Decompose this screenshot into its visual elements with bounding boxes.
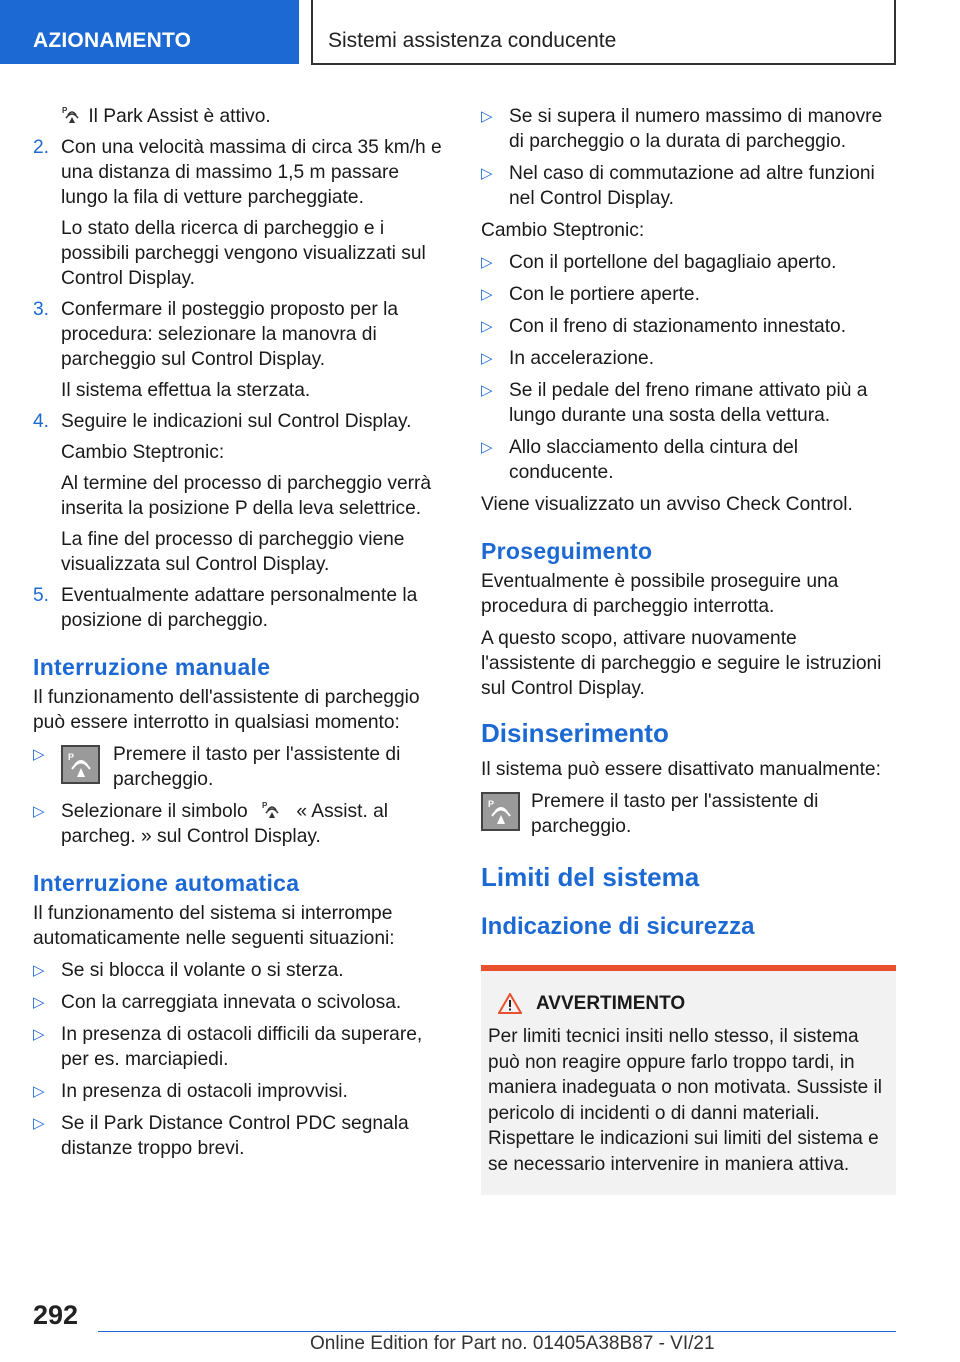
resume-heading: Proseguimento — [481, 538, 653, 564]
step-4-extra-2: Al termine del processo di parcheggio verrà inserita la posizione P della leva selettrice. — [61, 473, 432, 519]
bullet-triangle-icon: ▷ — [33, 803, 45, 820]
svg-text:P: P — [261, 801, 268, 810]
bullet-triangle-icon: ▷ — [481, 165, 493, 182]
right-bullet-text: Se si supera il numero massimo di manovre di parcheggio o la durata di parcheggio. — [509, 106, 883, 152]
manual-interruption-text: Il funzionamento dell'assistente di parcheggio può essere interrotto in qualsiasi momento: — [33, 687, 420, 733]
auto-bullet — [33, 1022, 449, 1072]
step-5 — [33, 583, 449, 633]
footer-divider — [98, 1331, 896, 1332]
auto-bullet — [33, 1111, 449, 1161]
right-bullet-text: Nel caso di commutazione ad altre funzioni nel Control Display. — [509, 163, 875, 209]
step-number: 3. — [33, 299, 50, 320]
bullet-triangle-icon: ▷ — [481, 108, 493, 125]
step-number: 5. — [33, 585, 50, 606]
steptronic-bullet-text: Con le portiere aperte. — [509, 284, 700, 305]
park-assist-active-text: Il Park Assist è attivo. — [88, 106, 271, 127]
warning-title: AVVERTIMENTO — [536, 993, 686, 1014]
steptronic-bullet — [481, 314, 896, 339]
steptronic-bullet-text: In accelerazione. — [509, 348, 655, 369]
bullet-triangle-icon: ▷ — [481, 439, 493, 456]
steptronic-bullet — [481, 282, 896, 307]
header-chapter-title: Sistemi assistenza conducente — [311, 0, 896, 65]
step-4-extra-1: Cambio Steptronic: — [61, 442, 225, 463]
warning-title-row — [488, 991, 888, 1016]
auto-bullet — [33, 990, 449, 1015]
steptronic-bullet — [481, 378, 896, 428]
steptronic-bullet-text: Con il portellone del bagagliaio aperto. — [509, 252, 837, 273]
step-text: Con una velocità massima di circa 35 km/h e una distanza di massimo 1,5 m passare lungo la fila di vetture parcheggiate. — [61, 137, 442, 208]
steptronic-bullet — [481, 346, 896, 371]
safety-heading: Indicazione di sicurezza — [481, 913, 755, 940]
warning-triangle-icon — [498, 993, 522, 1014]
auto-bullet-text: In presenza di ostacoli improvvisi. — [61, 1081, 348, 1102]
disable-text: Il sistema può essere disattivato manualmente: — [481, 759, 881, 780]
step-number: 4. — [33, 411, 50, 432]
manual-bullet-button — [33, 742, 449, 792]
manual-bullet-text-b: « Assist. al parcheg. » sul Control Display. — [61, 801, 389, 847]
step-number: 2. — [33, 137, 50, 158]
check-control-text: Viene visualizzato un avviso Check Control. — [481, 494, 853, 515]
step-text: Eventualmente adattare personalmente la posizione di parcheggio. — [61, 585, 418, 631]
automatic-interruption-text: Il funzionamento del sistema si interrompe automaticamente nelle seguenti situazioni: — [33, 903, 395, 949]
warning-text: Per limiti tecnici insiti nello stesso, il sistema può non reagire oppure farlo troppo tardi, in maniera inadeguata o non motivata. Sussiste il pericolo di incidenti o di danni materiali. Rispettare le indicazioni sui limiti del sistema e se necessario intervenire in maniera attiva. — [488, 1026, 882, 1175]
park-assist-active-line — [33, 104, 449, 129]
header-section-tab: AZIONAMENTO — [0, 0, 299, 64]
automatic-interruption-heading: Interruzione automatica — [33, 870, 300, 896]
left-column — [33, 104, 449, 1168]
right-column — [481, 104, 896, 1195]
bullet-triangle-icon: ▷ — [481, 254, 493, 271]
right-bullet — [481, 104, 896, 154]
page-number: 292 — [33, 1300, 79, 1330]
auto-bullet — [33, 1079, 449, 1104]
step-3 — [33, 297, 449, 372]
bullet-triangle-icon: ▷ — [481, 350, 493, 367]
resume-text-2: A questo scopo, attivare nuovamente l'assistente di parcheggio e seguire le istruzioni sul Control Display. — [481, 628, 882, 699]
auto-bullet-text: Se si blocca il volante o si sterza. — [61, 960, 344, 981]
bullet-triangle-icon: ▷ — [33, 1115, 45, 1132]
step-4 — [33, 409, 449, 434]
auto-bullet-text: Con la carreggiata innevata o scivolosa. — [61, 992, 402, 1013]
svg-text:P: P — [62, 106, 68, 115]
step-text: Seguire le indicazioni sul Control Display. — [61, 411, 412, 432]
right-bullet — [481, 161, 896, 211]
bullet-triangle-icon: ▷ — [481, 286, 493, 303]
limits-heading: Limiti del sistema — [481, 862, 700, 892]
resume-text-1: Eventualmente è possibile proseguire una procedura di parcheggio interrotta. — [481, 571, 839, 617]
steptronic-bullet-text: Allo slacciamento della cintura del conducente. — [509, 437, 799, 483]
auto-bullet-text: Se il Park Distance Control PDC segnala distanze troppo brevi. — [61, 1113, 409, 1159]
steptronic-bullet — [481, 435, 896, 485]
bullet-triangle-icon: ▷ — [481, 318, 493, 335]
step-2 — [33, 135, 449, 210]
bullet-triangle-icon: ▷ — [33, 746, 45, 763]
bullet-triangle-icon: ▷ — [33, 1083, 45, 1100]
steptronic-bullet-text: Con il freno di stazionamento innestato. — [509, 316, 847, 337]
steptronic-label: Cambio Steptronic: — [481, 220, 645, 241]
footer-edition: Online Edition for Part no. 01405A38B87 - VI/21 — [310, 1333, 715, 1354]
bullet-triangle-icon: ▷ — [33, 1026, 45, 1043]
step-4-extra-3: La fine del processo di parcheggio viene visualizzata sul Control Display. — [61, 529, 405, 575]
disable-button-text: Premere il tasto per l'assistente di parcheggio. — [531, 791, 819, 837]
manual-bullet-symbol — [33, 799, 449, 849]
park-assist-button-icon — [61, 745, 100, 784]
manual-bullet-text-a: Selezionare il simbolo — [61, 801, 248, 822]
auto-bullet — [33, 958, 449, 983]
bullet-triangle-icon: ▷ — [33, 994, 45, 1011]
step-3-extra: Il sistema effettua la sterzata. — [61, 380, 311, 401]
disable-button-row — [481, 789, 896, 839]
bullet-triangle-icon: ▷ — [33, 962, 45, 979]
auto-bullet-text: In presenza di ostacoli difficili da superare, per es. marciapiedi. — [61, 1024, 423, 1070]
warning-box — [481, 965, 896, 1195]
step-text: Confermare il posteggio proposto per la procedura: selezionare la manovra di parcheggio sul Control Display. — [61, 299, 399, 370]
steptronic-bullet — [481, 250, 896, 275]
manual-interruption-heading: Interruzione manuale — [33, 654, 271, 680]
park-assist-button-icon — [481, 792, 520, 831]
park-assist-icon — [261, 800, 283, 820]
park-assist-icon — [61, 105, 83, 125]
svg-text:P: P — [487, 798, 494, 809]
svg-text:P: P — [67, 751, 74, 762]
bullet-triangle-icon: ▷ — [481, 382, 493, 399]
steptronic-bullet-text: Se il pedale del freno rimane attivato più a lungo durante una sosta della vettura. — [509, 380, 868, 426]
step-2-extra: Lo stato della ricerca di parcheggio e i possibili parcheggi vengono visualizzati sul Control Display. — [61, 218, 426, 289]
disable-heading: Disinserimento — [481, 718, 669, 748]
manual-bullet-text: Premere il tasto per l'assistente di parcheggio. — [113, 744, 401, 790]
